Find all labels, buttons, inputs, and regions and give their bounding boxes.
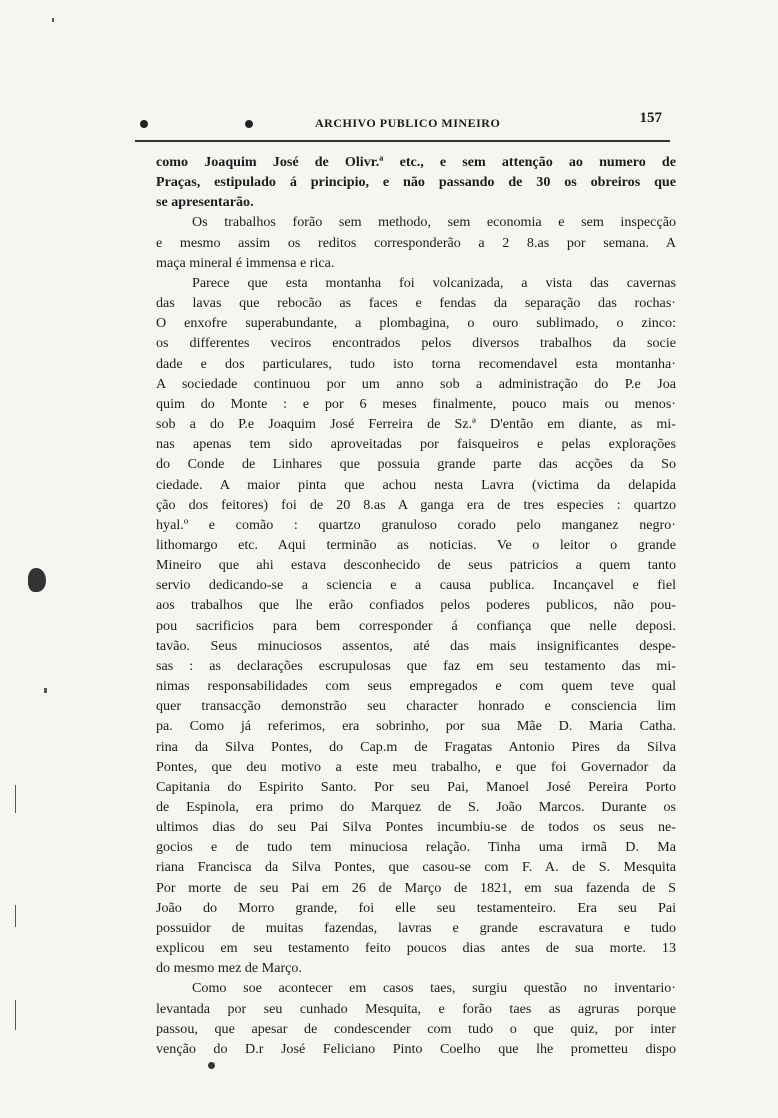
text-line: como Joaquim José de Olivr.ª etc., e sem attenção ao numero de	[156, 154, 676, 170]
text-line: possuidor de muitas fazendas, lavras e grande escravatura e tudo	[156, 919, 676, 936]
text-line: de Espinola, era primo do Marquez de S. João Marcos. Durante os	[156, 799, 676, 815]
margin-line	[15, 785, 16, 813]
text-line: Capitania do Espirito Santo. Por seu Pai, Manoel José Pereira Porto	[156, 778, 676, 795]
text-line: A sociedade continuou por um anno sob a administração do P.e Joa	[156, 375, 676, 392]
page-number: 157	[639, 110, 662, 126]
text-line: ção dos feitores) foi de 20 8.as A ganga era de tres especies : quartzo	[156, 496, 676, 513]
text-line: levantada por seu cunhado Mesquita, e forão taes as agruras porque	[156, 1000, 676, 1017]
text-line: pou sacrificios para bem corresponder á confiança que nelle deposi.	[156, 617, 676, 634]
text-line: quim do Monte : e por 6 meses finalmente, pouco mais ou menos·	[156, 395, 676, 412]
text-line: quer transacção demonstrão seu character honrado e consciencia lim	[156, 698, 676, 715]
text-line: ciedade. A maior pinta que achou nesta Lavra (victima da delapida	[156, 476, 676, 493]
text-line: Como soe acontecer em casos taes, surgiu questão no inventario·	[192, 980, 676, 997]
text-line: rina da Silva Pontes, do Cap.m de Fragatas Antonio Pires da Silva	[156, 738, 676, 755]
text-line: lithomargo etc. Aqui terminão as noticias. Ve o leitor o grande	[156, 536, 676, 553]
text-line: venção do D.r José Feliciano Pinto Coelho que lhe prometteu dispo	[156, 1040, 676, 1057]
text-line: Pontes, que deu motivo a este meu trabalho, e que foi Governador da	[156, 758, 676, 775]
text-line: aos trabalhos que lhe erão confiados pelos poderes publicos, não pou-	[156, 597, 676, 614]
text-line: Praças, estipulado á principio, e não passando de 30 os obreiros que	[156, 174, 676, 191]
text-line: Mineiro que ahi estava desconhecido de seus patricios a quem tanto	[156, 557, 676, 574]
text-line: riana Francisca da Silva Pontes, que casou-se com F. A. de S. Mesquita	[156, 859, 676, 876]
body-text	[156, 152, 676, 1059]
text-line: servio dedicando-se a sciencia e a causa publica. Incançavel e fiel	[156, 577, 676, 594]
text-line: pa. Como já referimos, era sobrinho, por sua Mãe D. Maria Catha.	[156, 718, 676, 735]
text-line: do mesmo mez de Março.	[156, 960, 302, 977]
header-bullet-left	[140, 120, 148, 128]
margin-speck	[52, 18, 54, 22]
text-line: ultimos dias do seu Pai Silva Pontes incumbiu-se de todos os seus ne-	[156, 819, 676, 836]
text-line: nimas responsabilidades com seus empregados e com quem teve qual	[156, 678, 676, 695]
text-line: Os trabalhos forão sem methodo, sem economia e sem inspecção	[192, 214, 676, 231]
text-line: O enxofre superabundante, a plombagina, o ouro sublimado, o zinco:	[156, 315, 676, 332]
text-line: gocios e de tudo tem minuciosa relação. Tinha uma irmã D. Ma	[156, 839, 676, 856]
text-line: sas : as declarações escrupulosas que faz em seu testamento das mi-	[156, 657, 676, 674]
header-rule	[135, 140, 670, 142]
margin-line	[15, 1000, 16, 1030]
ink-blot	[28, 568, 46, 592]
margin-line	[15, 905, 16, 927]
bottom-ink-dot	[208, 1062, 215, 1069]
text-line: tavão. Seus minuciosos assentos, até das mais insignificantes despe-	[156, 637, 676, 654]
text-line: explicou em seu testamento feito poucos dias antes de sua morte. 13	[156, 940, 676, 957]
text-line: nas apenas tem sido aproveitadas por faisqueiros e pelas explorações	[156, 436, 676, 453]
text-line: dade e dos particulares, tudo isto torna recomendavel esta montanha·	[156, 355, 676, 372]
text-line: Por morte de seu Pai em 26 de Março de 1821, em sua fazenda de S	[156, 879, 676, 896]
text-line: do Conde de Linhares que possuia grande parte das acções da So	[156, 456, 676, 473]
text-line: maça mineral é immensa e rica.	[156, 254, 335, 271]
margin-speck	[44, 688, 47, 693]
text-line: João do Morro grande, foi elle seu testamenteiro. Era seu Pai	[156, 899, 676, 916]
text-line: se apresentarão.	[156, 194, 254, 211]
text-line: sob a do P.e Joaquim José Ferreira de Sz.ª D'então em diante, as mi-	[156, 416, 676, 433]
text-line: passou, que apesar de condescender com tudo o que quiz, por inter	[156, 1020, 676, 1037]
running-header	[130, 112, 670, 136]
text-line: das lavas que rebocão as faces e fendas da separação das rochas·	[156, 295, 676, 312]
text-line: e mesmo assim os reditos corresponderão a 2 8.as por semana. A	[156, 234, 676, 251]
header-bullet-right	[245, 120, 253, 128]
text-line: os differentes veciros encontrados pelos diversos trabalhos da socie	[156, 335, 676, 352]
text-line: hyal.º e comão : quartzo granuloso corado pelo manganez negro·	[156, 516, 676, 533]
text-line: Parece que esta montanha foi volcanizada, a vista das cavernas	[192, 274, 676, 291]
header-title: ARCHIVO PUBLICO MINEIRO	[315, 116, 501, 130]
